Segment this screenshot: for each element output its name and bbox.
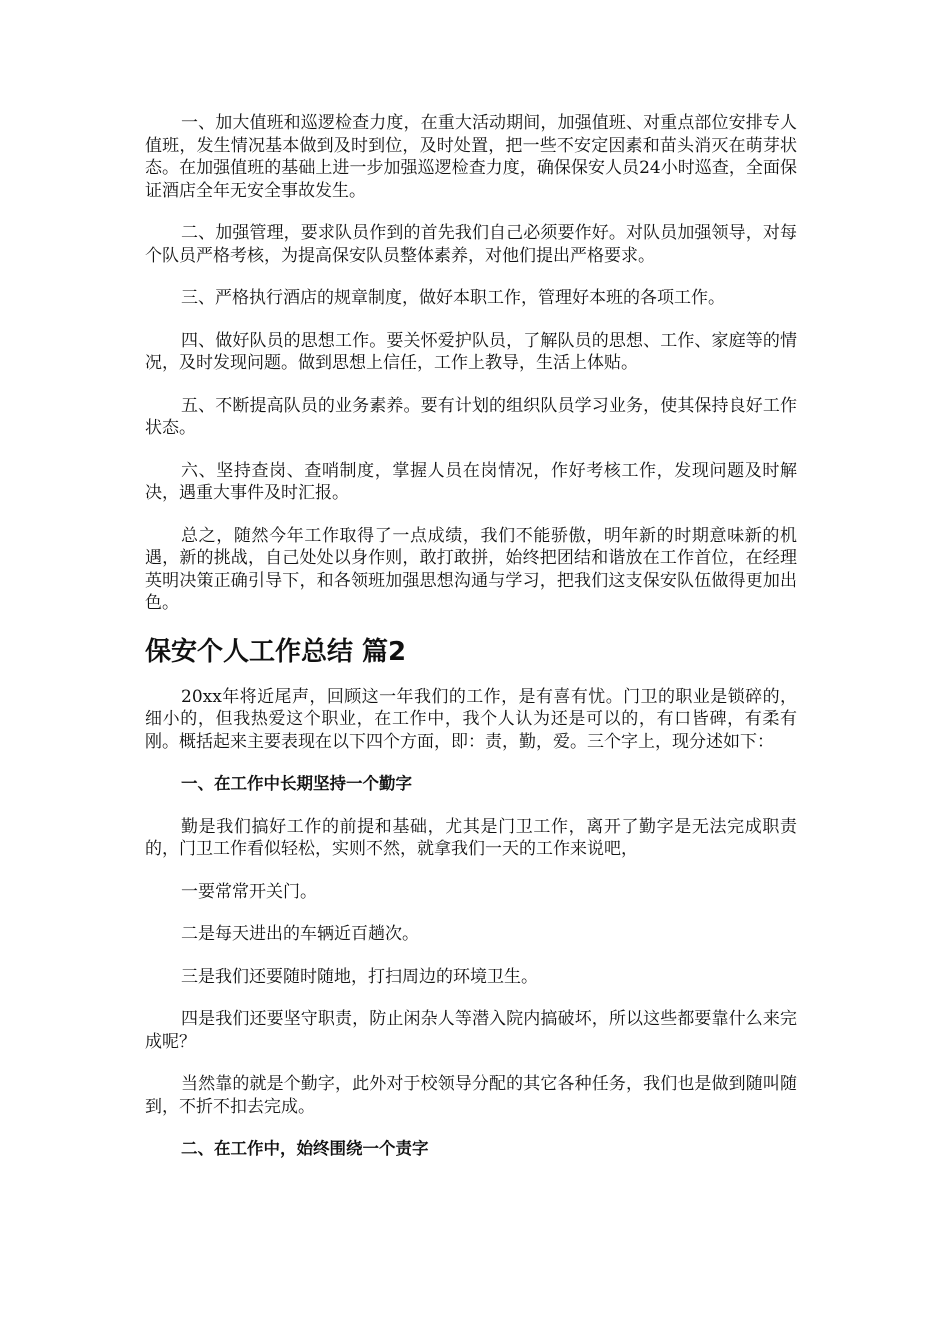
paragraph-5: 五、不断提高队员的业务素养。要有计划的组织队员学习业务，使其保持良好工作状态。 xyxy=(145,395,797,438)
summary-paragraph: 总之，随然今年工作取得了一点成绩，我们不能骄傲，明年新的时期意味新的机遇，新的挑战，自己处处以身作则，敢打敢拼，始终把团结和谐放在工作首位，在经理英明决策正确引导下，和各领班加强思想沟通与学习，把我们这支保安队伍做得更加出色。 xyxy=(145,525,797,613)
item-cleaning: 三是我们还要随时随地，打扫周边的环境卫生。 xyxy=(181,966,538,987)
paragraph-6: 六、坚持查岗、查哨制度，掌握人员在岗情况，作好考核工作，发现问题及时解决，遇重大事件及时汇报。 xyxy=(145,460,797,503)
intro-paragraph: 20xx年将近尾声，回顾这一年我们的工作，是有喜有忧。门卫的职业是锁碎的，细小的，但我热爱这个职业，在工作中，我个人认为还是可以的，有口皆碑，有柔有刚。概括起来主要表现在以下四个方面，即：责，勤，爱。三个字上，现分述如下： xyxy=(145,686,797,752)
subheading-diligence: 一、在工作中长期坚持一个勤字 xyxy=(181,774,412,793)
item-guard-duty: 四是我们还要坚守职责，防止闲杂人等潜入院内搞破坏，所以这些都要靠什么来完成呢？ xyxy=(145,1009,797,1052)
section-heading: 保安个人工作总结 篇2 xyxy=(145,636,407,667)
paragraph-1: 一、加大值班和巡逻检查力度，在重大活动期间，加强值班、对重点部位安排专人值班，发生情况基本做到及时到位，及时处置，把一些不安定因素和苗头消灭在萌芽状态。在加强值班的基础上进一步加强巡逻检查力度，确保保安人员24小时巡查，全面保证酒店全年无安全事故发生。 xyxy=(145,113,797,201)
paragraph-3: 三、严格执行酒店的规章制度，做好本职工作，管理好本班的各项工作。 xyxy=(181,288,725,308)
paragraph-4: 四、做好队员的思想工作。要关怀爱护队员，了解队员的思想、工作、家庭等的情况，及时发现问题。做到思想上信任，工作上教导，生活上体贴。 xyxy=(145,330,797,373)
conclusion-paragraph: 当然靠的就是个勤字，此外对于校领导分配的其它各种任务，我们也是做到随叫随到，不折不扣去完成。 xyxy=(145,1074,797,1117)
paragraph-2: 二、加强管理，要求队员作到的首先我们自己必须要作好。对队员加强领导，对每个队员严格考核，为提高保安队员整体素养，对他们提出严格要求。 xyxy=(145,223,797,266)
item-vehicles: 二是每天进出的车辆近百趟次。 xyxy=(181,924,419,944)
subheading-responsibility: 二、在工作中，始终围绕一个责字 xyxy=(181,1139,429,1158)
item-open-gate: 一要常常开关门。 xyxy=(181,881,317,902)
document-page xyxy=(145,112,797,1181)
diligence-paragraph: 勤是我们搞好工作的前提和基础，尤其是门卫工作，离开了勤字是无法完成职责的，门卫工作看似轻松，实则不然，就拿我们一天的工作来说吧， xyxy=(145,816,797,859)
